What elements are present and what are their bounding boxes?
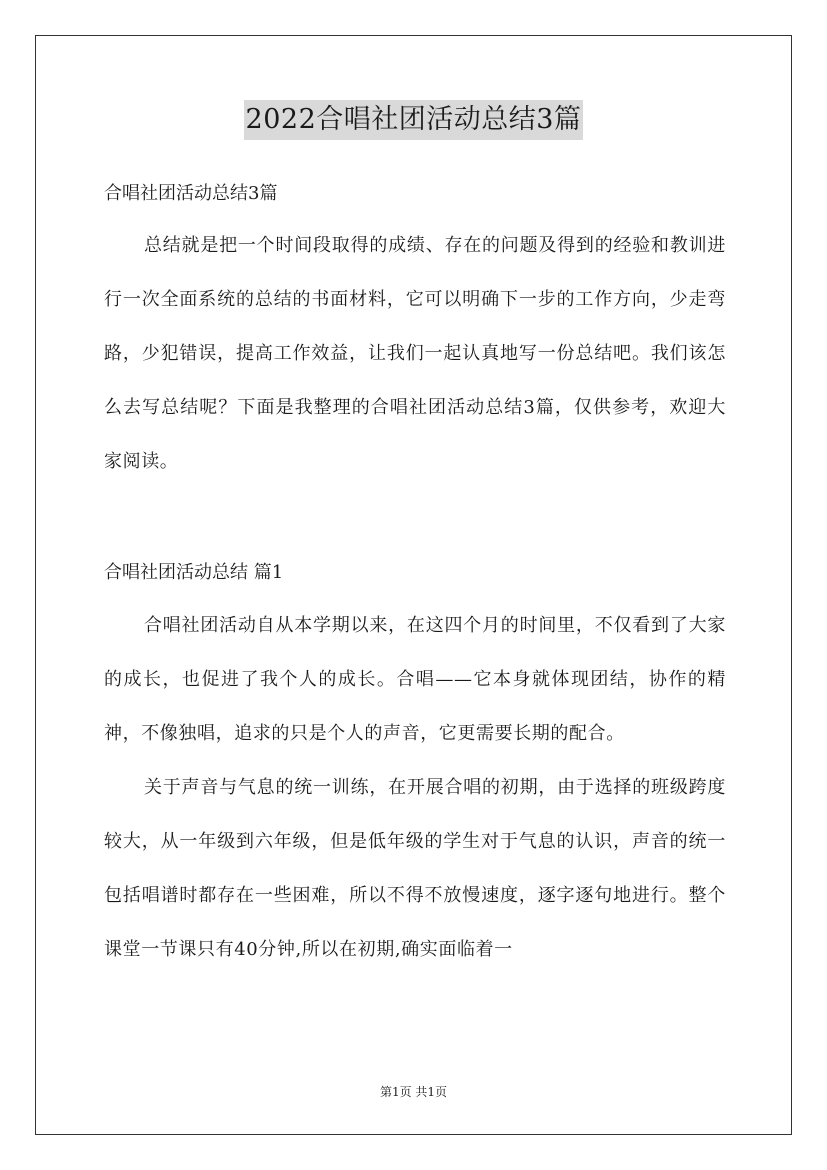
title-area — [0, 100, 827, 140]
section-body — [104, 599, 726, 977]
document-title: 2022合唱社团活动总结3篇 — [244, 100, 584, 140]
intro-paragraph: 总结就是把一个时间段取得的成绩、存在的问题及得到的经验和教训进行一次全面系统的总结的书面材料，它可以明确下一步的工作方向，少走弯路，少犯错误，提高工作效益，让我们一起认真地写一份总结吧。我们该怎么去写总结呢？下面是我整理的合唱社团活动总结3篇，仅供参考，欢迎大家阅读。 — [104, 235, 726, 472]
body-paragraph: 合唱社团活动自从本学期以来，在这四个月的时间里，不仅看到了大家的成长，也促进了我个人的成长。合唱——它本身就体现团结，协作的精神，不像独唱，追求的只是个人的声音，它更需要长期的配合。 — [104, 615, 726, 744]
document-subtitle: 合唱社团活动总结3篇 — [104, 183, 278, 204]
section-heading: 合唱社团活动总结 篇1 — [104, 562, 284, 583]
page-number: 第1页 共1页 — [379, 1085, 448, 1099]
intro-block — [104, 219, 726, 489]
body-paragraph: 关于声音与气息的统一训练，在开展合唱的初期，由于选择的班级跨度较大，从一年级到六年级，但是低年级的学生对于气息的认识，声音的统一包括唱谱时都存在一些困难，所以不得不放慢速度，逐字逐句地进行。整个课堂一节课只有40分钟,所以在初期,确实面临着一 — [104, 777, 726, 960]
